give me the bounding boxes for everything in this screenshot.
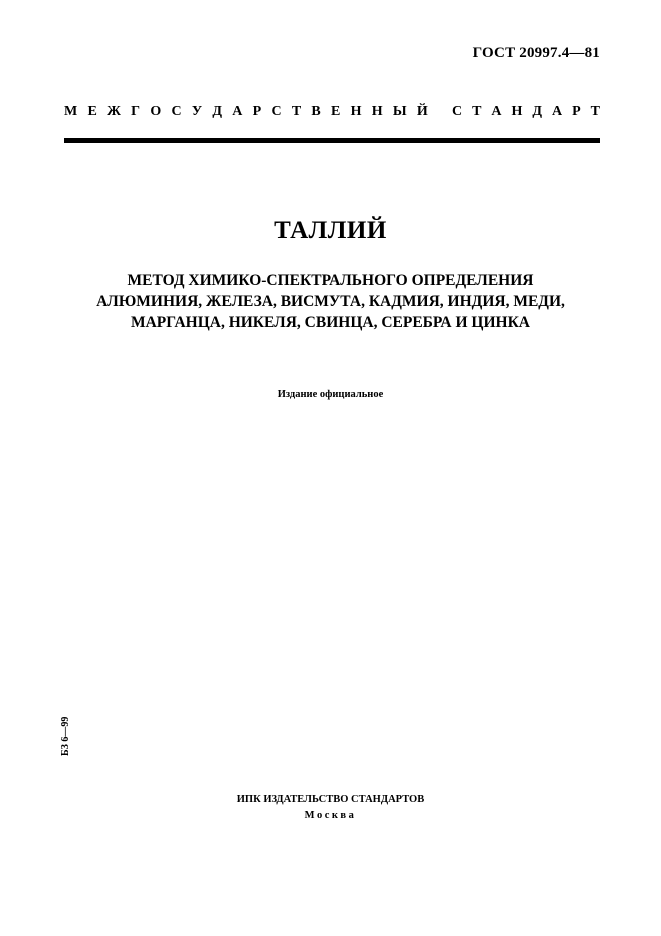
heading-letter: В [311,104,321,119]
side-code: БЗ 6—99 [60,716,71,756]
document-subtitle [40,270,621,333]
heading-letter: Т [590,104,600,119]
document-title: ТАЛЛИЙ [274,217,387,244]
gost-number: ГОСТ 20997.4—81 [472,45,600,61]
heading-letter: Н [350,104,362,119]
interstate-standard-heading [64,104,600,120]
heading-letter: С [171,104,182,119]
heading-letter: Д [212,104,223,119]
heading-letter: С [452,104,463,119]
heading-letter: Р [252,104,262,119]
heading-letter: А [491,104,502,119]
publisher-name: ИПК ИЗДАТЕЛЬСТВО СТАНДАРТОВ [236,794,425,805]
heading-letter: Ж [107,104,121,119]
publisher-city: Москва [304,810,357,821]
heading-letter: О [150,104,162,119]
heading-letter: М [64,104,78,119]
heading-letter: Й [416,104,428,119]
heading-word-standard [452,104,600,120]
subtitle-line: МЕТОД ХИМИКО-СПЕКТРАЛЬНОГО ОПРЕДЕЛЕНИЯ [127,272,534,289]
heading-letter: Е [331,104,341,119]
heading-letter: У [191,104,203,119]
heading-letter: Р [572,104,581,119]
heading-letter: Н [511,104,523,119]
heading-letter: А [551,104,563,119]
header-divider [64,138,600,143]
subtitle-line: АЛЮМИНИЯ, ЖЕЛЕЗА, ВИСМУТА, КАДМИЯ, ИНДИЯ, МЕДИ, [96,293,565,310]
heading-letter: Н [371,104,383,119]
heading-word-interstate [64,104,428,120]
heading-letter: Д [532,104,542,119]
edition-note: Издание официальное [277,389,384,400]
subtitle-line: МАРГАНЦА, НИКЕЛЯ, СВИНЦА, СЕРЕБРА И ЦИНКА [130,314,530,331]
heading-letter: Е [87,104,97,119]
heading-letter: С [271,104,282,119]
heading-letter: Т [291,104,302,119]
heading-letter: А [232,104,243,119]
heading-letter: Г [131,104,141,119]
heading-letter: Т [472,104,482,119]
heading-letter: Ы [392,104,407,119]
